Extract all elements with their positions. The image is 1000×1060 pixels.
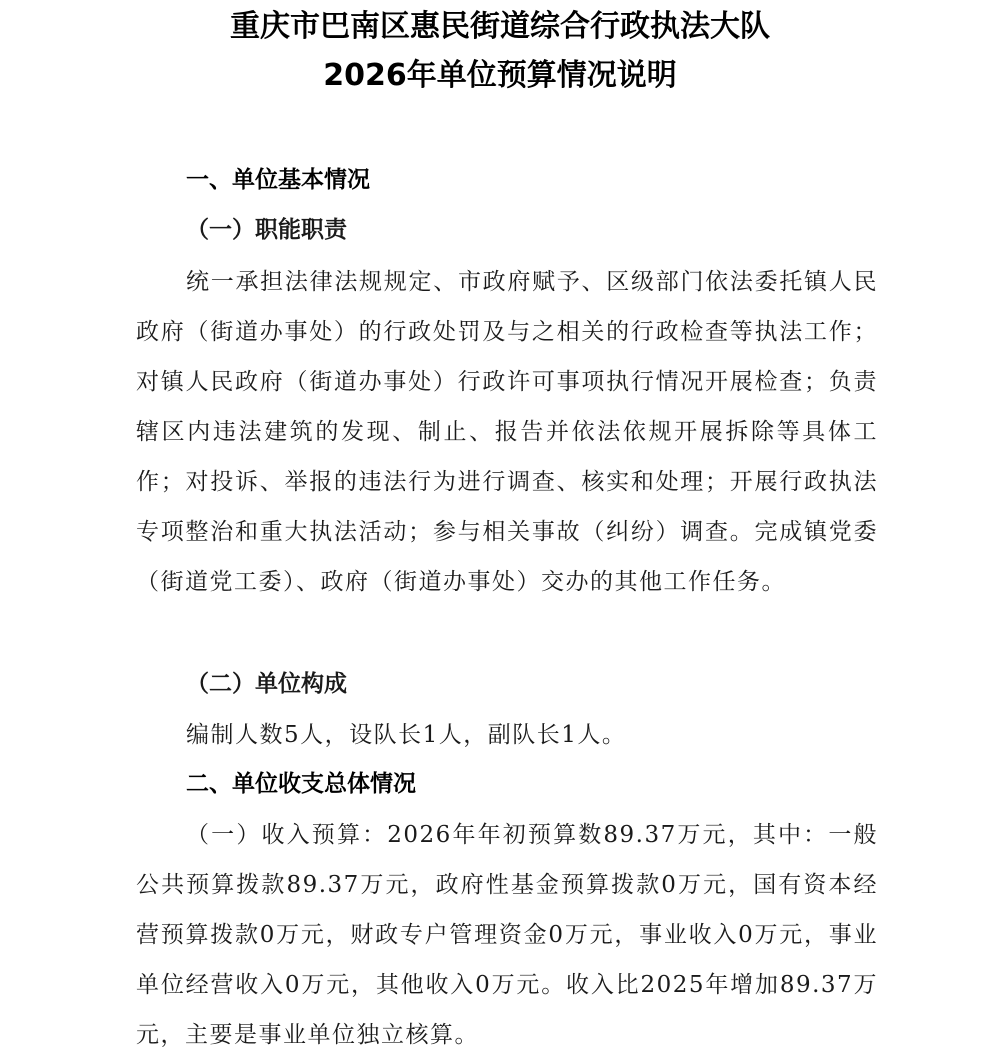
section-1-sub-1-heading: （一）职能职责 xyxy=(186,216,347,243)
section-2-sub-1-paragraph: （一）收入预算：2026年年初预算数89.37万元，其中：一般公共预算拨款89.37万元，政府性基金预算拨款0万元，国有资本经营预算拨款0万元，财政专户管理资金0万元，事业收入0万元，事业单位经营收入0万元，其他收入0万元。收入比2025年增加89.37万元，主要是事业单位独立核算。 xyxy=(136,822,878,1048)
section-1-sub-2-heading: （二）单位构成 xyxy=(186,670,347,697)
section-1-sub-1-paragraph: 统一承担法律法规规定、市政府赋予、区级部门依法委托镇人民政府（街道办事处）的行政处罚及与之相关的行政检查等执法工作；对镇人民政府（街道办事处）行政许可事项执行情况开展检查；负责辖区内违法建筑的发现、制止、报告并依法依规开展拆除等具体工作；对投诉、举报的违法行为进行调查、核实和处理；开展行政执法专项整治和重大执法活动；参与相关事故（纠纷）调查。完成镇党委（街道党工委）、政府（街道办事处）交办的其他工作任务。 xyxy=(136,269,878,595)
document-title-line-2: 2026年单位预算情况说明 xyxy=(323,58,677,93)
section-1-heading: 一、单位基本情况 xyxy=(186,167,370,193)
document-title-line-1: 重庆市巴南区惠民街道综合行政执法大队 xyxy=(230,9,770,44)
section-1-sub-2-paragraph: 编制人数5人，设队长1人，副队长1人。 xyxy=(186,722,627,748)
section-2-heading: 二、单位收支总体情况 xyxy=(186,771,416,797)
